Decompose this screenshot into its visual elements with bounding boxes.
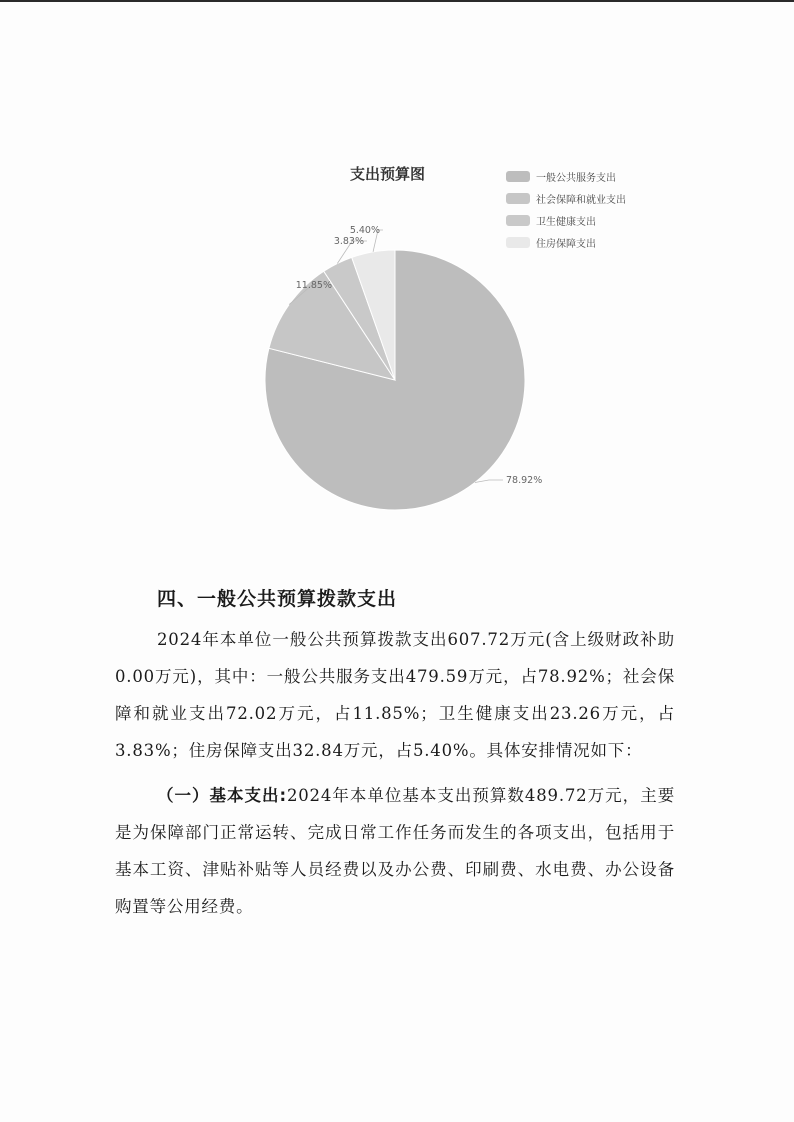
pie-chart: [220, 155, 660, 505]
legend-swatch: [506, 215, 530, 226]
legend-label: 社会保障和就业支出: [536, 194, 626, 206]
sub-heading: （一）基本支出:: [157, 786, 287, 805]
chart-title: 支出预算图: [350, 165, 426, 183]
paragraph-appropriation: 2024年本单位一般公共预算拨款支出607.72万元(含上级财政补助0.00万元)，其中：一般公共服务支出479.59万元，占78.92%；社会保障和就业支出72.02万元，占11.85%；卫生健康支出23.26万元，占3.83%；住房保障支出32.84万元，占5.40%。具体安排情况如下：: [115, 630, 675, 760]
legend-label: 一般公共服务支出: [536, 172, 616, 184]
pie-label-3: 3.83%: [333, 236, 364, 247]
document-body: [115, 585, 675, 925]
scan-border-line: [0, 0, 794, 2]
paragraph-basic-expenditure: [115, 777, 675, 925]
legend-item-2: [506, 187, 626, 209]
legend-label: 住房保障支出: [536, 238, 596, 250]
chart-legend: [506, 165, 626, 253]
legend-swatch: [506, 193, 530, 204]
pie-label-2: 11.85%: [295, 280, 332, 291]
legend-item-3: [506, 209, 626, 231]
legend-item-4: [506, 231, 626, 253]
legend-item-1: [506, 165, 626, 187]
legend-swatch: [506, 171, 530, 182]
legend-swatch: [506, 237, 530, 248]
paragraph-basic-expenditure-text: 2024年本单位基本支出预算数489.72万元，主要是为保障部门正常运转、完成日常工作任务而发生的各项支出，包括用于基本工资、津贴补贴等人员经费以及办公费、印刷费、水电费、办公设备购置等公用经费。: [115, 786, 675, 916]
pie-leader-line-1: [475, 480, 503, 483]
pie-label-1: 78.92%: [506, 475, 543, 486]
pie-label-4: 5.40%: [349, 225, 380, 236]
section-heading: 四、一般公共预算拨款支出: [157, 588, 398, 610]
legend-label: 卫生健康支出: [536, 216, 596, 228]
